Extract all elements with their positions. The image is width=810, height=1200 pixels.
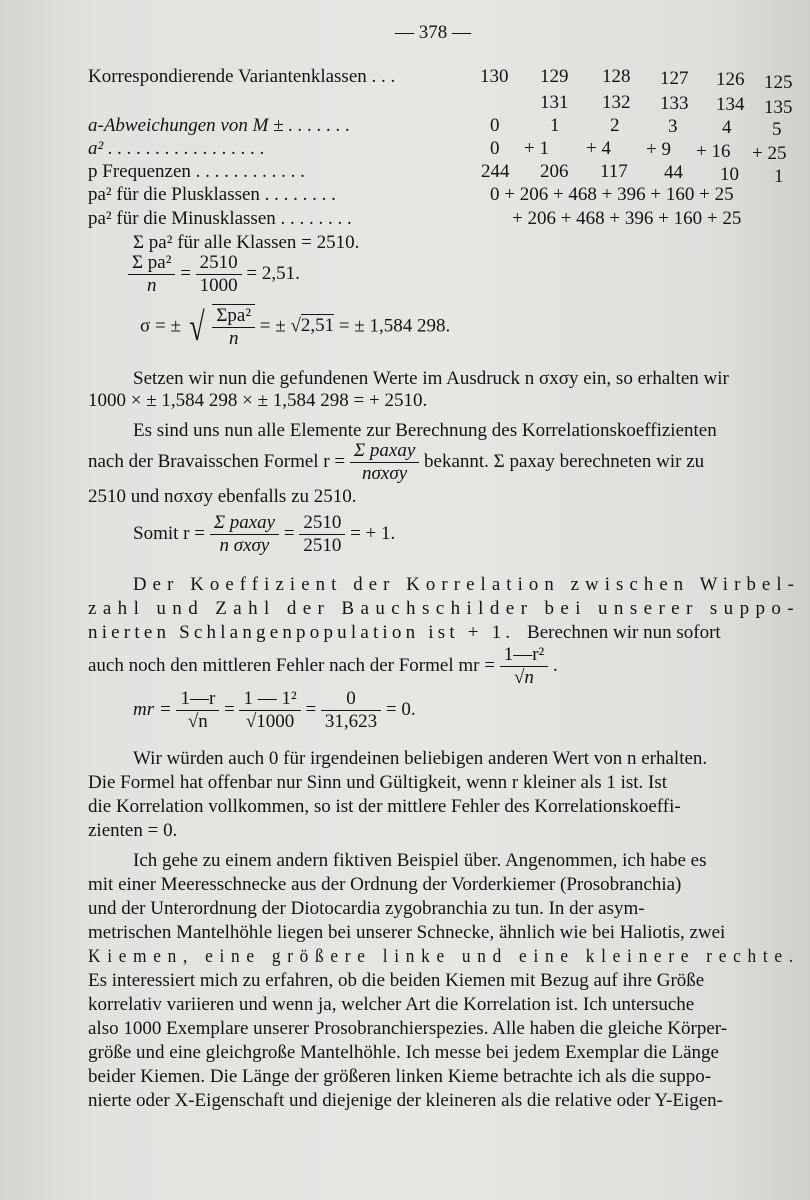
text-line: größe und eine gleichgroße Mantelhöhle. Ich messe bei jedem Exemplar die Länge xyxy=(88,1042,719,1063)
row-label: a² . . . . . . . . . . . . . . . . . xyxy=(88,138,265,159)
table-cell: 44 xyxy=(664,162,683,183)
text-line: die Korrelation vollkommen, so ist der mittlere Fehler des Korrelationskoeffi- xyxy=(88,796,681,817)
table-cell: 0 xyxy=(490,115,500,136)
table-cell: 131 xyxy=(540,92,569,113)
text-line: nierte oder X-Eigenschaft und diejenige der kleineren als die relative oder Y-Eigen- xyxy=(88,1090,723,1111)
text-line: Setzen wir nun die gefundenen Werte im Ausdruck n σxσy ein, so erhalten wir xyxy=(133,368,729,389)
fraction: $\frac{2510}{1000}$ xyxy=(196,252,242,297)
text-line: mit einer Meeresschnecke aus der Ordnung der Vorderkiemer (Prosobranchia) xyxy=(88,874,682,895)
table-cell: 244 xyxy=(481,161,510,182)
row-label: pa² für die Minusklassen . . . . . . . . xyxy=(88,208,352,229)
row-label: p Frequenzen . . . . . . . . . . . . xyxy=(88,161,305,182)
fraction: $\frac{\text{1 — 1²}}{√1000}$ xyxy=(239,688,300,733)
row-label: a-Abweichungen von M ± . . . . . . . xyxy=(88,115,351,136)
text-line: metrischen Mantelhöhle liegen bei unserer Schnecke, ähnlich wie bei Haliotis, zwei xyxy=(88,922,726,943)
table-cell: + 206 + 468 + 396 + 160 + 25 xyxy=(512,208,742,229)
fraction: $\frac{2510}{2510}$ xyxy=(299,512,345,557)
text-line: Wir würden auch 0 für irgendeinen beliebigen anderen Wert von n erhalten. xyxy=(133,748,708,769)
text-line: zienten = 0. xyxy=(88,820,178,841)
table-cell: + 4 xyxy=(586,138,611,159)
equation-somit: Somit r = $\frac{\text{Σ paxay}}{\text{n σxσy}}$ = $\frac{2510}{2510}$ = + 1. xyxy=(133,512,396,556)
table-cell: 128 xyxy=(602,66,631,87)
table-cell: 10 xyxy=(720,164,739,185)
table-cell: 5 xyxy=(772,119,782,140)
equation-sum: Σ pa² für alle Klassen = 2510. xyxy=(133,232,360,253)
row-label: pa² für die Plusklassen . . . . . . . . xyxy=(88,184,336,205)
radical-sign: √ xyxy=(188,304,205,349)
text-line: also 1000 Exemplare unserer Prosobranchierspezies. Alle haben die gleiche Körper- xyxy=(88,1018,728,1039)
text-line: Ich gehe zu einem andern fiktiven Beispiel über. Angenommen, ich habe es xyxy=(133,850,707,871)
text-line: Die Formel hat offenbar nur Sinn und Gültigkeit, wenn r kleiner als 1 ist. Ist xyxy=(88,772,668,793)
table-cell: 117 xyxy=(600,161,628,182)
text-line: und der Unterordnung der Diotocardia zygobranchia zu tun. In der asym- xyxy=(88,898,645,919)
text-line: Es interessiert mich zu erfahren, ob die beiden Kiemen mit Bezug auf ihre Größe xyxy=(88,970,705,991)
text-line: Es sind uns nun alle Elemente zur Berechnung des Korrelationskoeffizienten xyxy=(133,420,717,441)
fraction: $\frac{0}{31,623}$ xyxy=(321,688,381,733)
page-number: — 378 — xyxy=(395,22,471,43)
fraction: $\frac{\text{Σ paxay}}{\text{nσxσy}}$ xyxy=(350,440,419,485)
table-cell: 4 xyxy=(722,117,732,138)
table-cell: 133 xyxy=(660,93,689,114)
table-cell: 127 xyxy=(660,68,689,89)
emphasis-line: Der Koeffizient der Korrelation zwischen Wirbel- xyxy=(133,574,801,595)
fraction: $\frac{\text{Σ paxay}}{\text{n σxσy}}$ xyxy=(210,512,279,557)
equation-mean-error: mr = $\frac{1—r}{√n}$ = $\frac{\text{1 — 1²}}{√1000}$ = $\frac{0}{31,623}$ = 0. xyxy=(133,688,416,732)
emphasis-line: Kiemen, eine größere linke und eine kleinere rechte. xyxy=(88,946,800,967)
table-cell: 126 xyxy=(716,69,745,90)
table-cell: 129 xyxy=(540,66,569,87)
equation-sigma: σ = ± √ $\frac{\text{Σpa²}}{n}$ = ± √2,51 = ± 1,584 298. xyxy=(140,304,451,349)
table-cell: 3 xyxy=(668,116,678,137)
table-cell: 125 xyxy=(764,72,793,93)
table-cell: 1 xyxy=(774,166,784,187)
table-cell: 0 xyxy=(490,138,500,159)
table-cell: 2 xyxy=(610,115,620,136)
table-cell: 134 xyxy=(716,94,745,115)
table-cell: 1 xyxy=(550,115,560,136)
table-cell: + 16 xyxy=(696,141,731,162)
text-line: beider Kiemen. Die Länge der größeren linken Kieme betrachte ich als die suppo- xyxy=(88,1066,712,1087)
text-line: 1000 × ± 1,584 298 × ± 1,584 298 = + 2510. xyxy=(88,390,428,411)
text-line-with-formula: nach der Bravaisschen Formel r = $\frac{\text{Σ paxay}}{\text{nσxσy}}$ bekannt. Σ paxay berechneten wir zu xyxy=(88,440,705,484)
fraction: $\frac{\text{Σpa²}}{n}$ xyxy=(212,304,255,350)
table-cell: + 1 xyxy=(524,138,549,159)
fraction: $\frac{1—r}{√n}$ xyxy=(176,688,219,733)
table-cell: 130 xyxy=(480,66,509,87)
fraction: $\frac{\text{Σ pa²}}{n}$ xyxy=(128,252,175,297)
table-cell: 135 xyxy=(764,97,793,118)
table-cell: 132 xyxy=(602,92,631,113)
equation-mean: $\frac{\text{Σ pa²}}{n}$ = $\frac{2510}{1000}$ = 2,51. xyxy=(128,252,300,297)
emphasis-line: zahl und Zahl der Bauchschilder bei unserer suppo- xyxy=(88,598,801,619)
table-cell: 0 + 206 + 468 + 396 + 160 + 25 xyxy=(490,184,734,205)
row-label: Korrespondierende Variantenklassen . . . xyxy=(88,66,396,87)
table-cell: + 9 xyxy=(646,139,671,160)
text-line: 2510 und nσxσy ebenfalls zu 2510. xyxy=(88,486,357,507)
table-cell: 206 xyxy=(540,161,569,182)
table-cell: + 25 xyxy=(752,143,787,164)
text-line-with-formula: auch noch den mittleren Fehler nach der Formel mr = $\frac{\text{1—r²}}{√n}$ . xyxy=(88,644,558,688)
text-line: nierten Schlangenpopulation ist + 1. Berechnen wir nun sofort xyxy=(88,622,721,643)
fraction: $\frac{\text{1—r²}}{√n}$ xyxy=(500,644,549,689)
text-line: korrelativ variieren und wenn ja, welcher Art die Korrelation ist. Ich untersuche xyxy=(88,994,695,1015)
